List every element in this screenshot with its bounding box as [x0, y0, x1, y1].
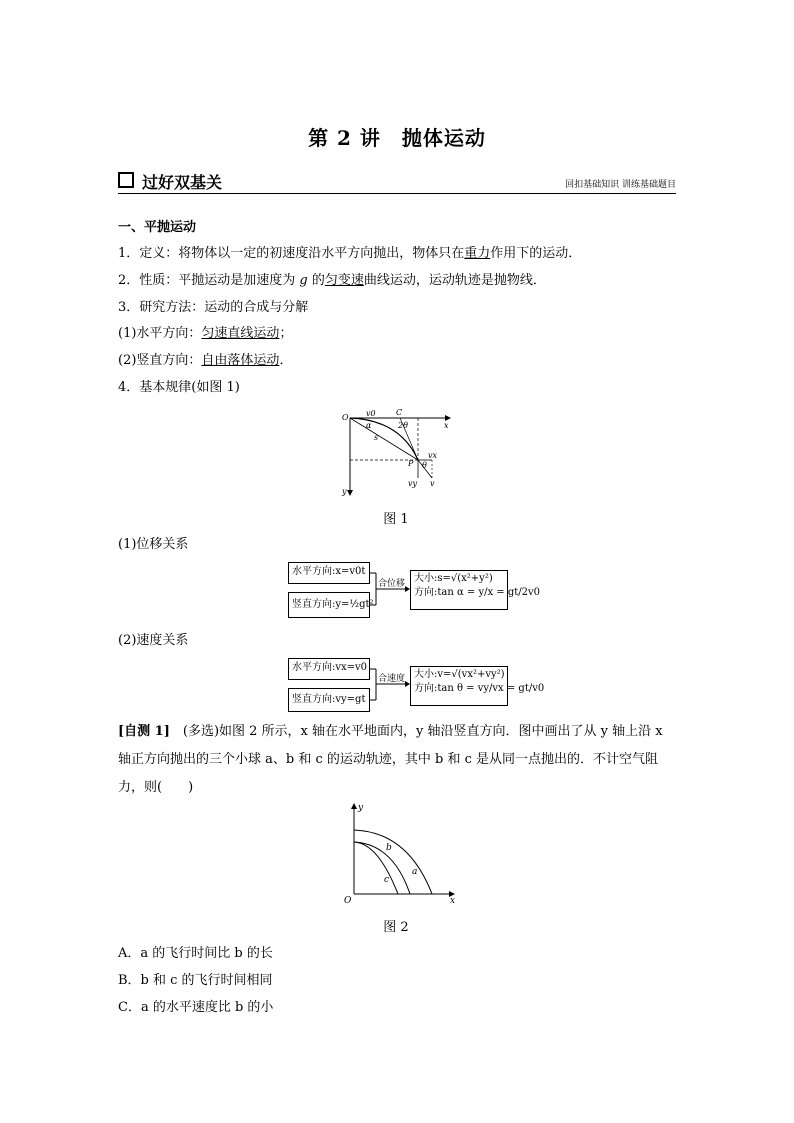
- question-text-1: (多选)如图 2 所示，x 轴在水平地面内，y 轴沿竖直方向．图中画出了从 y 轴上沿 x: [169, 724, 663, 739]
- vertical-suffix: ．: [279, 353, 293, 368]
- fig2-label-c: c: [384, 875, 390, 885]
- vel-arrow-label: 合速度: [378, 674, 406, 684]
- figure-1-caption: 图 1: [383, 512, 409, 527]
- fig1-label-C: C: [396, 408, 403, 417]
- heading-pingpao: 一、平抛运动: [118, 220, 197, 235]
- basic-law-line: 4．基本规律(如图 1): [118, 380, 240, 395]
- vertical-line: [118, 351, 292, 371]
- property-answer: 匀变速: [324, 273, 364, 288]
- fig1-label-P: P: [408, 459, 414, 468]
- fig1-label-x: x: [444, 421, 449, 430]
- fig1-label-v0: v0: [366, 409, 376, 418]
- property-suffix: 曲线运动，运动轨迹是抛物线．: [363, 273, 546, 288]
- fig1-label-y: y: [342, 487, 347, 496]
- disp-arrow-connector: [370, 562, 410, 620]
- horizontal-line: [118, 324, 292, 344]
- section-header: [118, 168, 676, 194]
- vel-result-magnitude: 大小:v=√(vx²+vy²): [414, 669, 505, 680]
- section-title: 过好双基关: [142, 173, 223, 192]
- vel-horizontal-box: 水平方向:vx=v0: [288, 658, 370, 680]
- vel-vertical-box: 竖直方向:vy=gt: [288, 688, 370, 712]
- method-line: 3．研究方法：运动的合成与分解: [118, 300, 309, 315]
- disp-result-magnitude: 大小:s=√(x²+y²): [414, 573, 493, 584]
- question-line-2: 轴正方向抛出的三个小球 a、b 和 c 的运动轨迹，其中 b 和 c 是从同一点抛出的．不计空气阻: [118, 752, 659, 767]
- option-c[interactable]: C．a 的水平速度比 b 的小: [118, 1000, 274, 1015]
- horizontal-answer: 匀速直线运动: [201, 326, 280, 341]
- option-a[interactable]: A．a 的飞行时间比 b 的长: [118, 946, 273, 961]
- section-subtitle: 回扣基础知识 训练基础题目: [565, 180, 676, 190]
- fig2-label-x: x: [450, 896, 456, 906]
- fig1-label-s: s: [374, 433, 379, 442]
- fig1-label-2theta: 2θ: [398, 421, 408, 430]
- disp-result-box: [410, 570, 541, 610]
- vel-result-direction: 方向:tan θ = vy/vx = gt/v0: [414, 683, 545, 694]
- page-title: 第 2 讲 抛体运动: [308, 126, 486, 150]
- velocity-heading: (2)速度关系: [118, 633, 189, 648]
- option-b[interactable]: B．b 和 c 的飞行时间相同: [118, 973, 273, 988]
- section-square-icon: [118, 172, 135, 189]
- fig2-label-a: a: [412, 867, 418, 877]
- figure-1-diagram: [340, 406, 460, 500]
- disp-vertical-box: 竖直方向:y=½gt²: [288, 592, 370, 618]
- disp-arrow-label: 合位移: [378, 579, 406, 589]
- vertical-prefix: (2)竖直方向：: [118, 353, 202, 368]
- definition-line: [118, 244, 581, 264]
- displacement-heading: (1)位移关系: [118, 537, 189, 552]
- vel-arrow-connector: [370, 658, 410, 714]
- fig1-label-alpha: α: [366, 421, 372, 430]
- property-g: g: [299, 273, 308, 288]
- figure-2-diagram: [338, 802, 462, 906]
- property-mid: 的: [307, 273, 325, 288]
- velocity-flowchart: [288, 658, 545, 714]
- question-tag: [自测 1]: [118, 724, 170, 739]
- property-line: [118, 271, 546, 291]
- figure-2-caption: 图 2: [383, 920, 409, 935]
- definition-suffix: 作用下的运动．: [490, 246, 582, 261]
- fig1-label-vx: vx: [428, 451, 438, 460]
- fig1-label-v: v: [430, 479, 435, 488]
- horizontal-suffix: ；: [279, 326, 293, 341]
- horizontal-prefix: (1)水平方向：: [118, 326, 202, 341]
- question-line-3: 力，则( ): [118, 780, 194, 795]
- fig1-label-O: O: [342, 413, 349, 422]
- question-line-1: [118, 722, 663, 742]
- disp-horizontal-box: 水平方向:x=v0t: [288, 562, 370, 584]
- property-prefix: 2．性质：平抛运动是加速度为: [118, 273, 300, 288]
- section-divider: [118, 193, 676, 194]
- displacement-flowchart: [288, 562, 541, 620]
- definition-answer: 重力: [464, 246, 491, 261]
- fig1-label-theta: θ: [422, 461, 427, 470]
- disp-result-direction: 方向:tan α = y/x = gt/2v0: [414, 587, 541, 598]
- definition-prefix: 1．定义：将物体以一定的初速度沿水平方向抛出，物体只在: [118, 246, 465, 261]
- vel-result-box: [410, 666, 545, 706]
- fig2-label-y: y: [358, 803, 364, 813]
- fig1-label-vy: vy: [408, 479, 418, 488]
- fig2-label-b: b: [386, 843, 392, 853]
- fig2-label-O: O: [344, 896, 352, 906]
- vertical-answer: 自由落体运动: [201, 353, 280, 368]
